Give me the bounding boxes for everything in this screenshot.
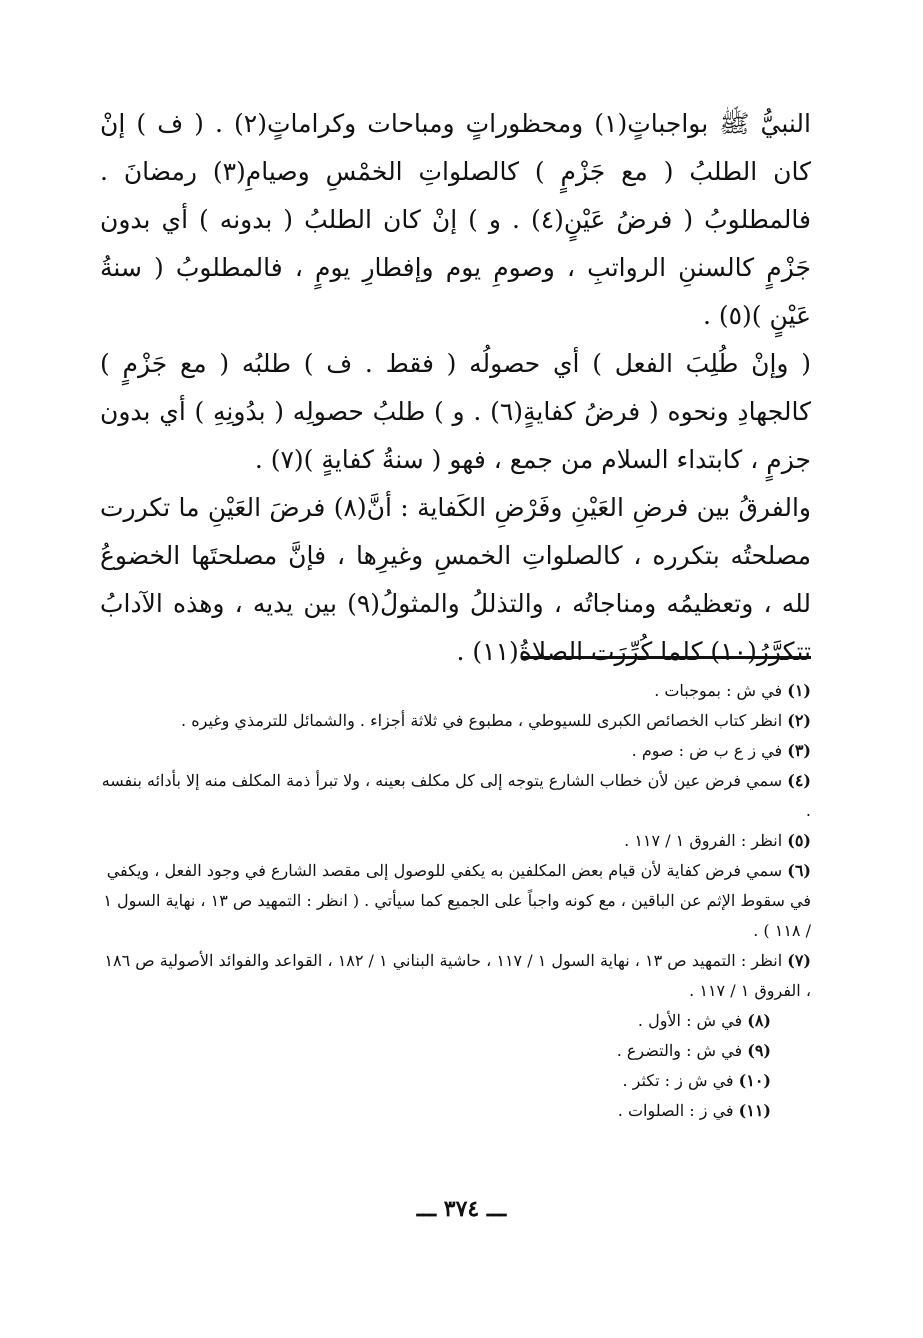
footnote-number: (٧) [787,951,811,970]
footnote-1 [98,676,811,706]
paragraph-3: والفرقُ بين فرضِ العَيْنِ وفَرْضِ الكَفاية : أنَّ(٨) فرضَ العَيْنِ ما تكررت مصلحتُه بتكرره ، كالصلواتِ الخمسِ وغيرِها ، فإنَّ مصلحتَها الخضوعُ لله ، وتعظيمُه ومناجاتُه ، والتذللُ والمثولُ(٩) بين يديه ، وهذه الآدابُ تتكرَّرُ(١٠) كلما كُرِّرَت الصلاةُ(١١) . [100,493,811,666]
paragraph-2: ( وإنْ طُلِبَ الفعل ) أي حصولُه ( فقط . ف ) طلبُه ( مع جَزْمٍ ) كالجهادِ ونحوه ( فرضُ كفايةٍ(٦) . و ) طلبُ حصولِه ( بدُونِهِ ) أي بدون جزمٍ ، كابتداء السلام من جمع ، فهو ( سنةُ كفايةٍ )(٧) . [100,349,811,474]
footnotes [98,676,811,1126]
page-number: ـــ ٣٧٤ ـــ [416,1196,507,1222]
footnote-number: (١٠) [738,1071,771,1090]
footnote-number: (٣) [787,741,811,760]
footnote-number: (٨) [747,1011,771,1030]
footnote-4 [98,766,811,826]
footnote-text: انظر : الفروق ١ / ١١٧ . [624,831,783,850]
footnote-text: سمي فرض عين لأن خطاب الشارع يتوجه إلى كل مكلف بعينه ، ولا تبرأ ذمة المكلف منه إلا بأدائه بنفسه . [101,771,811,820]
footnote-text: في ش : والتضرع . [616,1041,743,1060]
footnote-3 [98,736,811,766]
footnote-text: في ش ز : تكثر . [622,1071,734,1090]
footnote-6 [98,856,811,946]
footnote-text: انظر : التمهيد ص ١٣ ، نهاية السول ١ / ١١٧ ، حاشية البناني ١ / ١٨٢ ، القواعد والفوائد الأصولية ص ١٨٦ ، الفروق ١ / ١١٧ . [104,951,811,1000]
footnote-11 [98,1096,811,1126]
footnote-9 [98,1036,811,1066]
footnote-8 [98,1006,811,1036]
footnote-number: (١١) [738,1101,771,1120]
footnote-7 [98,946,811,1006]
footnote-number: (٦) [787,861,811,880]
footnote-5 [98,826,811,856]
footnote-text: في ز : الصلوات . [617,1101,734,1120]
footnote-text: انظر كتاب الخصائص الكبرى للسيوطي ، مطبوع في ثلاثة أجزاء . والشمائل للترمذي وغيره . [181,711,783,730]
footnote-divider [521,656,811,659]
footnote-text: في ز ع ب ض : صوم . [631,741,783,760]
footnote-number: (٩) [747,1041,771,1060]
footnote-number: (١) [787,681,811,700]
main-text [100,100,811,676]
footnote-text: في ش : الأول . [637,1011,743,1030]
footnote-10 [98,1066,811,1096]
footnote-text: سمي فرض كفاية لأن قيام بعض المكلفين به يكفي للوصول إلى مقصد الشارع في وجود الفعل ، ويكفي في سقوط الإثم عن الباقين ، مع كونه واجباً على الجميع كما سيأتي . ( انظر : التمهيد ص ١٣ ، نهاية السول ١ / ١١٨ ) . [103,861,811,940]
footnote-number: (٢) [787,711,811,730]
paragraph-1: النبيُّ ﷺ بواجباتٍ(١) ومحظوراتٍ ومباحات وكراماتٍ(٢) . ( ف ) إنْ كان الطلبُ ( مع جَزْمٍ ) كالصلواتِ الخمْسِ وصيامِ(٣) رمضانَ . فالمطلوبُ ( فرضُ عَيْنٍ(٤) . و ) إنْ كان الطلبُ ( بدونه ) أي بدون جَزْمٍ كالسننِ الرواتبِ ، وصومِ يوم وإفطارِ يومٍ ، فالمطلوبُ ( سنةُ عَيْنٍ )(٥) . [100,109,811,330]
footnote-number: (٤) [787,771,811,790]
footnote-number: (٥) [787,831,811,850]
footnote-text: في ش : بموجبات . [654,681,783,700]
footnote-2 [98,706,811,736]
